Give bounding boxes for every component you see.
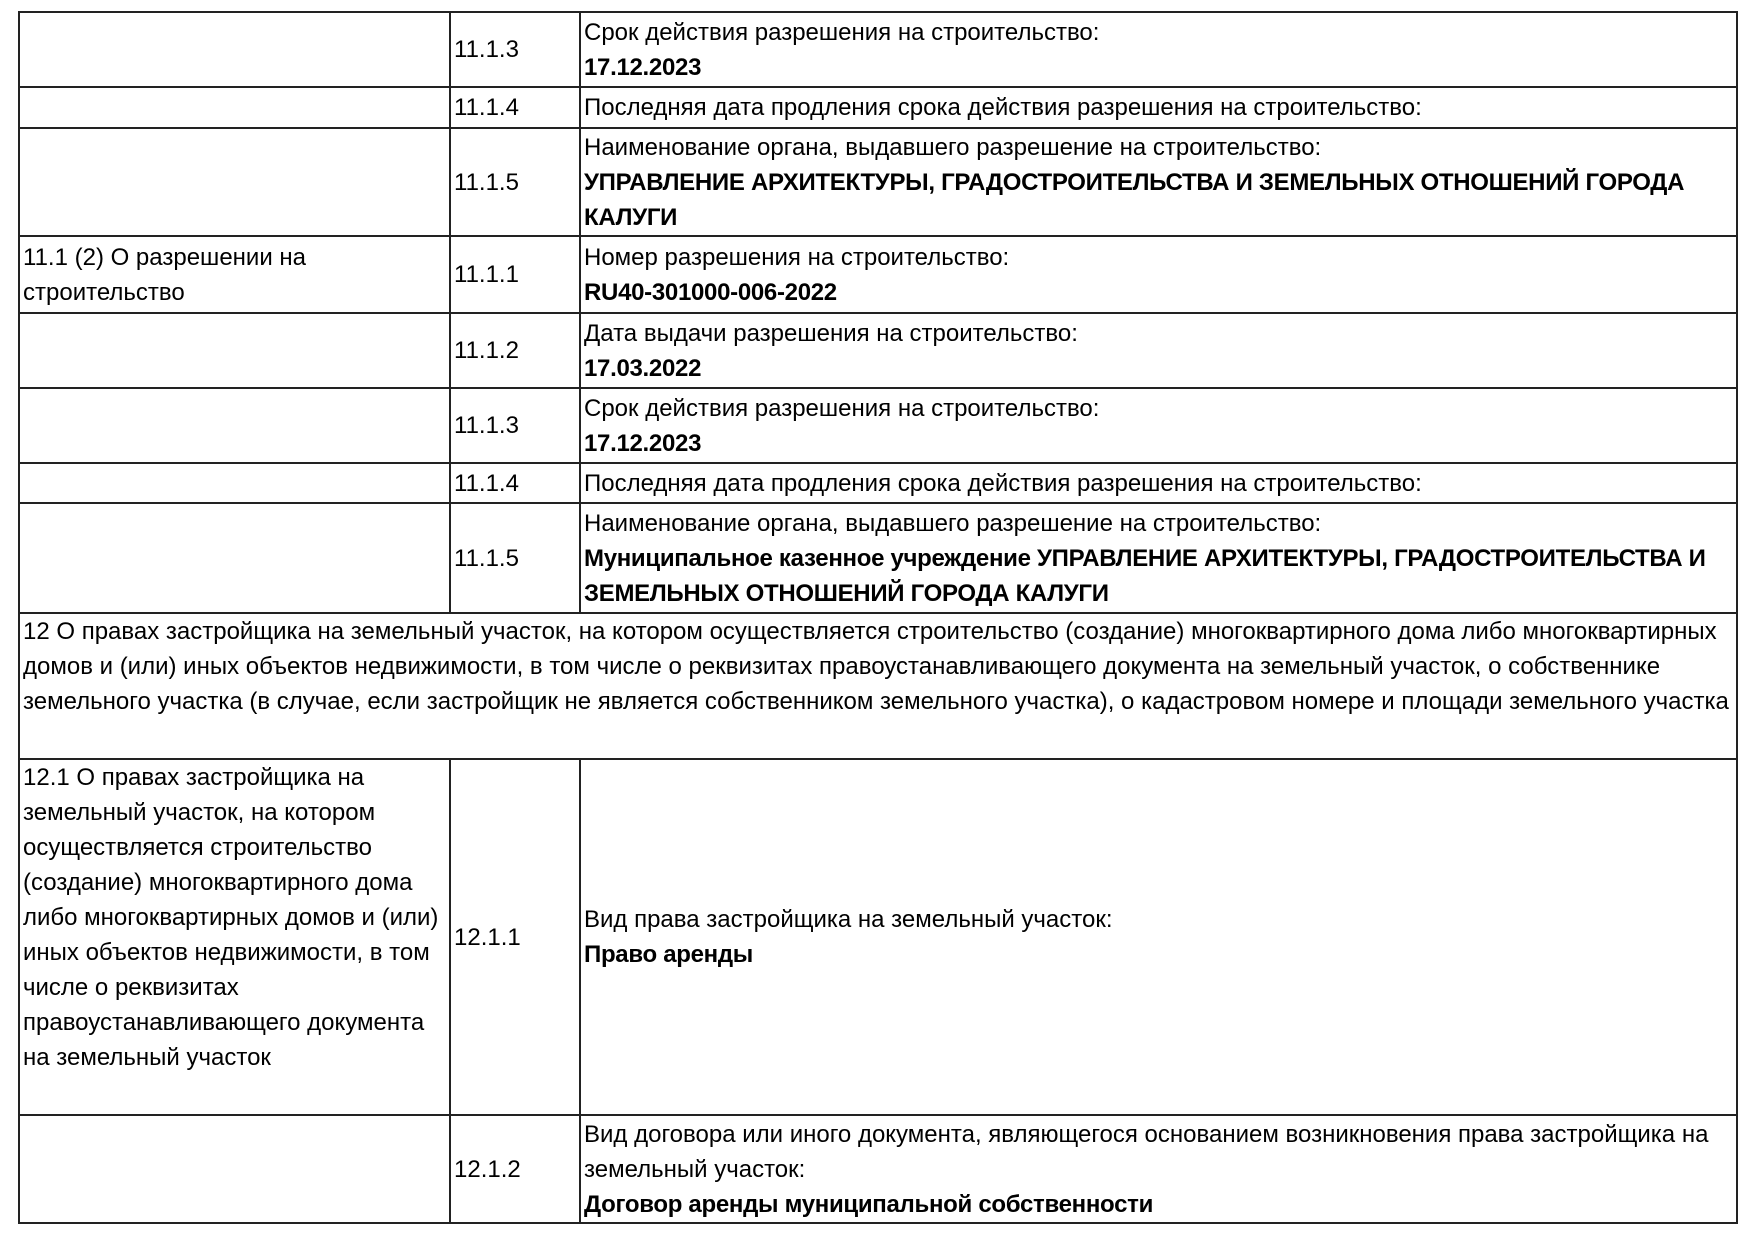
section-cell	[19, 12, 450, 87]
code-cell: 11.1.4	[450, 87, 580, 128]
table-row	[19, 12, 1737, 87]
field-value: УПРАВЛЕНИЕ АРХИТЕКТУРЫ, ГРАДОСТРОИТЕЛЬСТВА И ЗЕМЕЛЬНЫХ ОТНОШЕНИЙ ГОРОДА КАЛУГИ	[584, 168, 1685, 231]
disclosure-table	[18, 11, 1738, 1224]
code-cell: 11.1.1	[450, 236, 580, 313]
section-cell: 12.1 О правах застройщика на земельный участок, на котором осуществляется строительство (создание) многоквартирного дома либо многоквартирных домов и (или) иных объектов недвижимости, в том числе о реквизитах правоустанавливающего документа на земельный участок	[19, 759, 450, 1115]
section-12-heading: 12 О правах застройщика на земельный участок, на котором осуществляется строительство (создание) многоквартирного дома либо многоквартирных домов и (или) иных объектов недвижимости, в том числе о реквизитах правоустанавливающего документа на земельный участок, о собственнике земельного участка (в случае, если застройщик не является собственником земельного участка), о кадастровом номере и площади земельного участка	[19, 613, 1737, 759]
content-cell	[580, 236, 1737, 313]
table-row	[19, 313, 1737, 388]
content-cell	[580, 12, 1737, 87]
code-cell: 11.1.3	[450, 12, 580, 87]
content-cell	[580, 759, 1737, 1115]
section-cell	[19, 1115, 450, 1223]
content-cell	[580, 313, 1737, 388]
code-cell: 11.1.2	[450, 313, 580, 388]
table-row	[19, 128, 1737, 236]
code-cell: 12.1.2	[450, 1115, 580, 1223]
content-cell	[580, 463, 1737, 503]
table-row	[19, 759, 1737, 1115]
section-cell	[19, 87, 450, 128]
section-cell	[19, 128, 450, 236]
field-label: Срок действия разрешения на строительство:	[584, 394, 1100, 422]
field-label: Дата выдачи разрешения на строительство:	[584, 319, 1078, 347]
code-cell: 11.1.5	[450, 503, 580, 613]
section-cell	[19, 463, 450, 503]
field-value: 17.12.2023	[584, 429, 702, 457]
section-cell	[19, 388, 450, 463]
field-label: Последняя дата продления срока действия разрешения на строительство:	[584, 469, 1422, 497]
content-cell	[580, 503, 1737, 613]
content-cell	[580, 388, 1737, 463]
section-cell	[19, 313, 450, 388]
section-cell: 11.1 (2) О разрешении на строительство	[19, 236, 450, 313]
table-row	[19, 503, 1737, 613]
table-row	[19, 236, 1737, 313]
section-cell	[19, 503, 450, 613]
field-label: Наименование органа, выдавшего разрешение на строительство:	[584, 509, 1322, 537]
field-value: RU40-301000-006-2022	[584, 278, 837, 306]
field-value: Право аренды	[584, 941, 754, 968]
table-row	[19, 1115, 1737, 1223]
field-label: Последняя дата продления срока действия разрешения на строительство:	[584, 94, 1422, 121]
field-label: Вид права застройщика на земельный участок:	[584, 906, 1113, 933]
field-value: 17.03.2022	[584, 354, 702, 382]
field-label: Номер разрешения на строительство:	[584, 243, 1010, 271]
table-row	[19, 87, 1737, 128]
code-cell: 12.1.1	[450, 759, 580, 1115]
table-row	[19, 463, 1737, 503]
field-value: Муниципальное казенное учреждение УПРАВЛЕНИЕ АРХИТЕКТУРЫ, ГРАДОСТРОИТЕЛЬСТВА И ЗЕМЕЛЬНЫХ ОТНОШЕНИЙ ГОРОДА КАЛУГИ	[584, 544, 1706, 607]
content-cell	[580, 1115, 1737, 1223]
content-cell	[580, 128, 1737, 236]
code-cell: 11.1.4	[450, 463, 580, 503]
table-row	[19, 388, 1737, 463]
field-label: Срок действия разрешения на строительство:	[584, 18, 1100, 46]
field-label: Вид договора или иного документа, являющегося основанием возникновения права застройщика на земельный участок:	[584, 1120, 1709, 1183]
field-label: Наименование органа, выдавшего разрешение на строительство:	[584, 133, 1322, 161]
code-cell: 11.1.3	[450, 388, 580, 463]
content-cell	[580, 87, 1737, 128]
code-cell: 11.1.5	[450, 128, 580, 236]
field-value: 17.12.2023	[584, 53, 702, 81]
field-value: Договор аренды муниципальной собственности	[584, 1190, 1154, 1218]
